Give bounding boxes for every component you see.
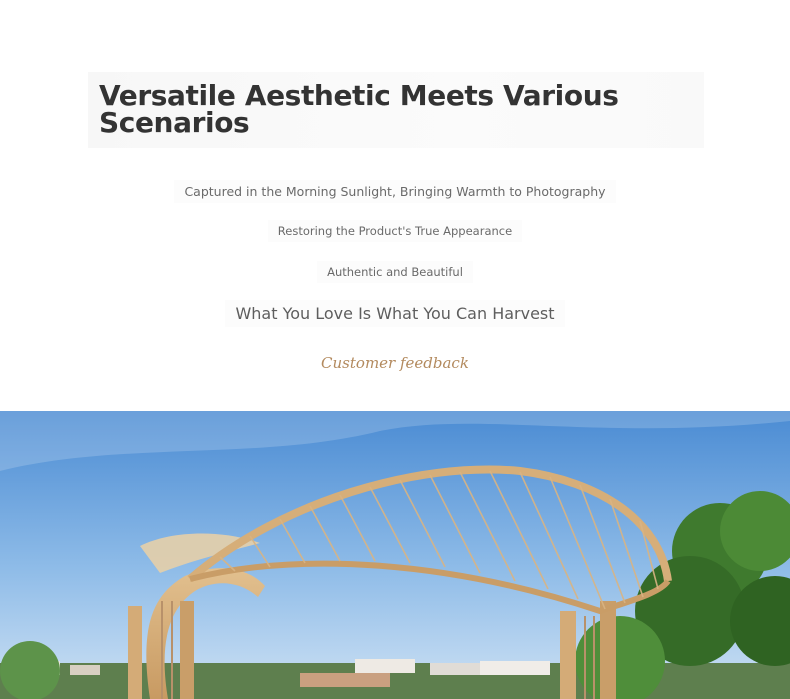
tagline-text: Authentic and Beautiful xyxy=(317,261,473,283)
tagline-harvest xyxy=(0,300,790,327)
section-headline: Versatile Aesthetic Meets Various Scenarios xyxy=(99,79,619,139)
tagline-text: What You Love Is What You Can Harvest xyxy=(225,300,564,327)
product-photo xyxy=(0,411,790,699)
tagline-text: Captured in the Morning Sunlight, Bringing Warmth to Photography xyxy=(174,180,615,203)
tagline-morning-sunlight xyxy=(0,180,790,203)
tagline-authentic xyxy=(0,261,790,283)
tagline-true-appearance xyxy=(0,220,790,242)
rattan-swing-photo xyxy=(0,411,790,699)
customer-feedback-label: Customer feedback xyxy=(321,354,469,372)
tagline-text: Restoring the Product's True Appearance xyxy=(268,220,522,242)
distant-town xyxy=(0,659,790,699)
